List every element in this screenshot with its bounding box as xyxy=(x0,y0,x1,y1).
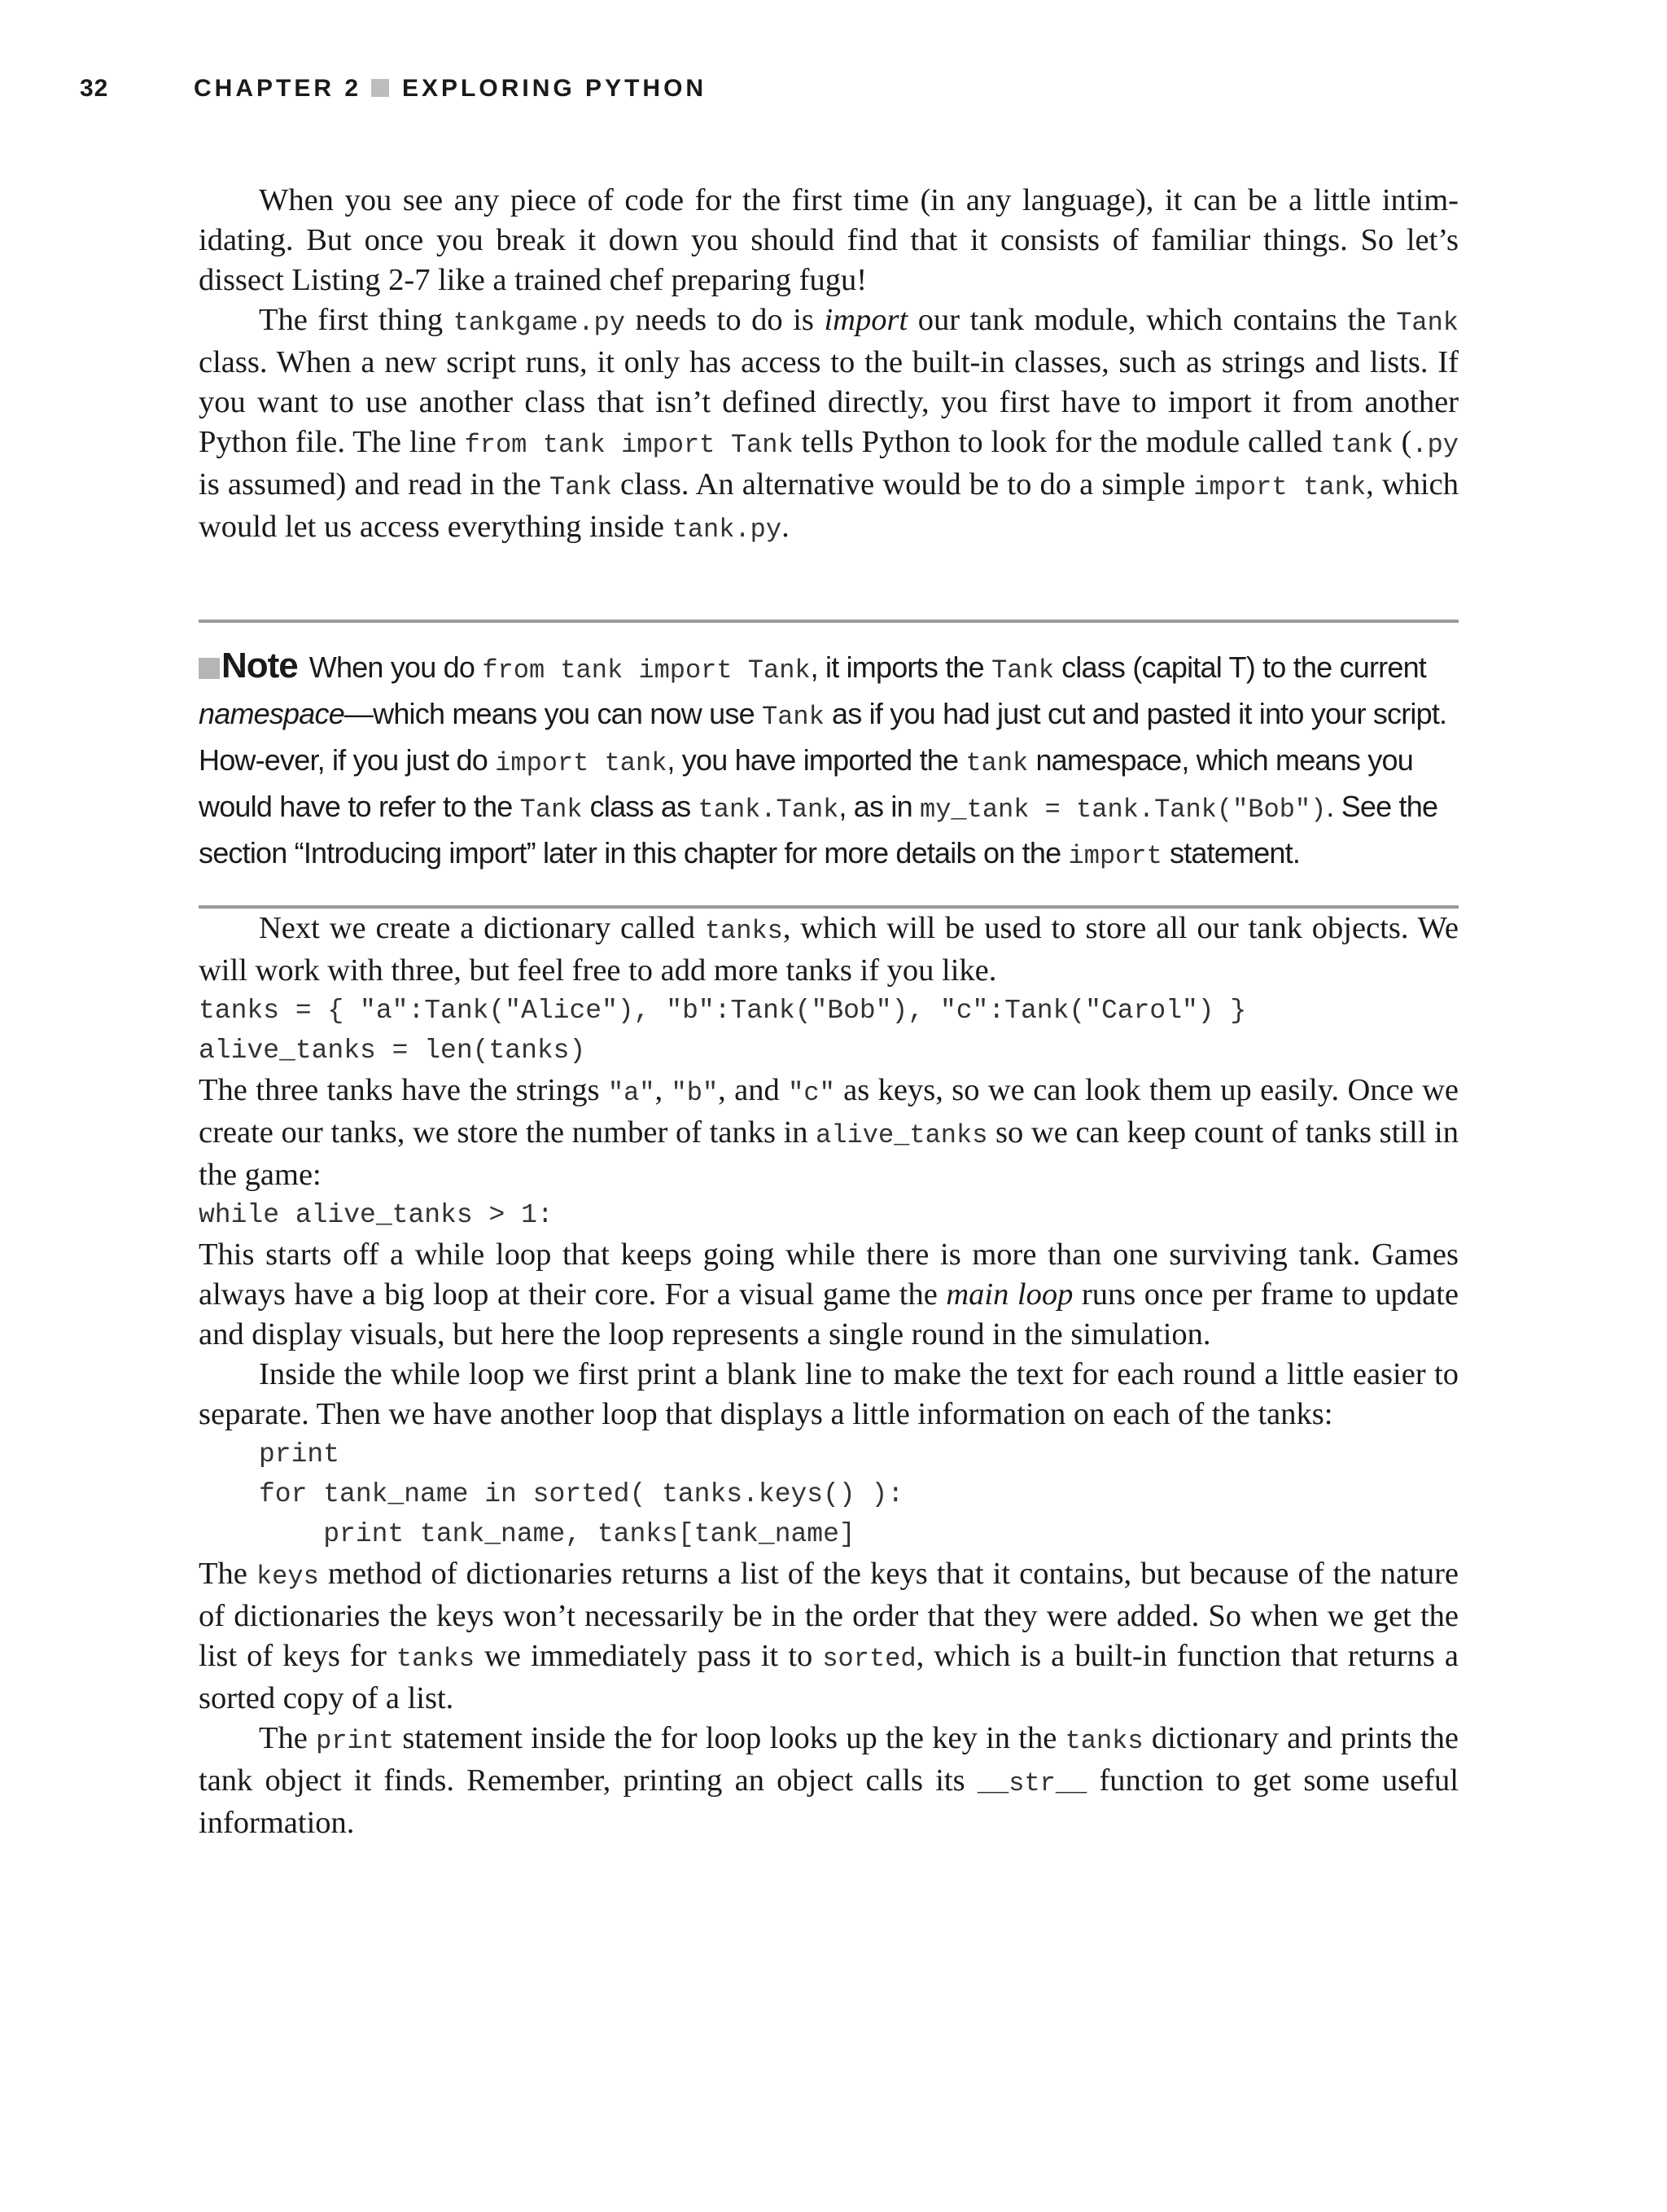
page-header xyxy=(80,75,1464,107)
paragraph-blank-line: Inside the while loop we first print a blank line to make the text for each round a little easier to separate. Then we have another loop that displays a little information on each of the tanks: xyxy=(199,1357,1459,1431)
paragraph-print-statement: The print statement inside the for loop looks up the key in the tanks dictionary and prints the tank object it finds. Remember, printing an object calls its __str__ function to get some useful information. xyxy=(199,1721,1459,1840)
running-head xyxy=(194,75,707,103)
note-label: Note xyxy=(221,646,298,686)
square-bullet-icon xyxy=(371,79,389,97)
code-block-while: while alive_tanks > 1: xyxy=(199,1200,553,1230)
page-body xyxy=(199,181,1459,1843)
paragraph-sorted: The keys method of dictionaries returns a list of the keys that it contains, but because of the nature of dictionaries the keys won’t necessarily be in the order that they were added. So when we get the list of keys for tanks we immediately pass it to sorted, which is a built-in function that returns a sorted copy of a list. xyxy=(199,1557,1459,1715)
code-block-tanks: tanks = { "a":Tank("Alice"), "b":Tank("Bob"), "c":Tank("Carol") } alive_tanks = len(tanks) xyxy=(199,996,1247,1066)
chapter-title: EXPLORING PYTHON xyxy=(402,75,707,102)
note-box xyxy=(199,620,1459,909)
note-text: Note When you do from tank import Tank, it imports the Tank class (capital T) to the current namespace—which means you can now use Tank as if you had just cut and pasted it into your script. How-ever, if you just do import tank, you have imported the tank namespace, which means you would have to refer to the Tank class as tank.Tank, as in my_tank = tank.Tank("Bob"). See the section “Introducing import” later in this chapter for more details on the import statement. xyxy=(199,646,1447,871)
chapter-label: CHAPTER 2 xyxy=(194,75,362,102)
square-bullet-icon xyxy=(199,658,220,679)
paragraph-import: The first thing tankgame.py needs to do is import our tank module, which contains the Tank class. When a new script runs, it only has access to the built-in classes, such as strings and lists. If you want to use another class that isn’t defined directly, you first have to import it from another Python file. The line from tank import Tank tells Python to look for the module called tank (.py is assumed) and read in the Tank class. An alternative would be to do a simple import tank, which would let us access everything inside tank.py. xyxy=(199,303,1459,545)
paragraph-intro: When you see any piece of code for the first time (in any language), it can be a little intim-idating. But once you break it down you should find that it consists of familiar things. So let’s dissect Listing 2-7 like a trained chef preparing fugu! xyxy=(199,183,1459,297)
code-block-print: print for tank_name in sorted( tanks.keys() ): print tank_name, tanks[tank_name] xyxy=(259,1439,904,1549)
paragraph-keys: The three tanks have the strings "a", "b", and "c" as keys, so we can look them up easily. Once we create our tanks, we store the number of tanks in alive_tanks so we can keep count of tanks still in the game: xyxy=(199,1073,1459,1192)
paragraph-dictionary: Next we create a dictionary called tanks, which will be used to store all our tank objects. We will work with three, but feel free to add more tanks if you like. xyxy=(199,911,1459,988)
page-number: 32 xyxy=(80,75,109,102)
paragraph-while-loop: This starts off a while loop that keeps going while there is more than one surviving tank. Games always have a big loop at their core. For a visual game the main loop runs once per frame to update and display visuals, but here the loop represents a single round in the simulation. xyxy=(199,1237,1459,1351)
